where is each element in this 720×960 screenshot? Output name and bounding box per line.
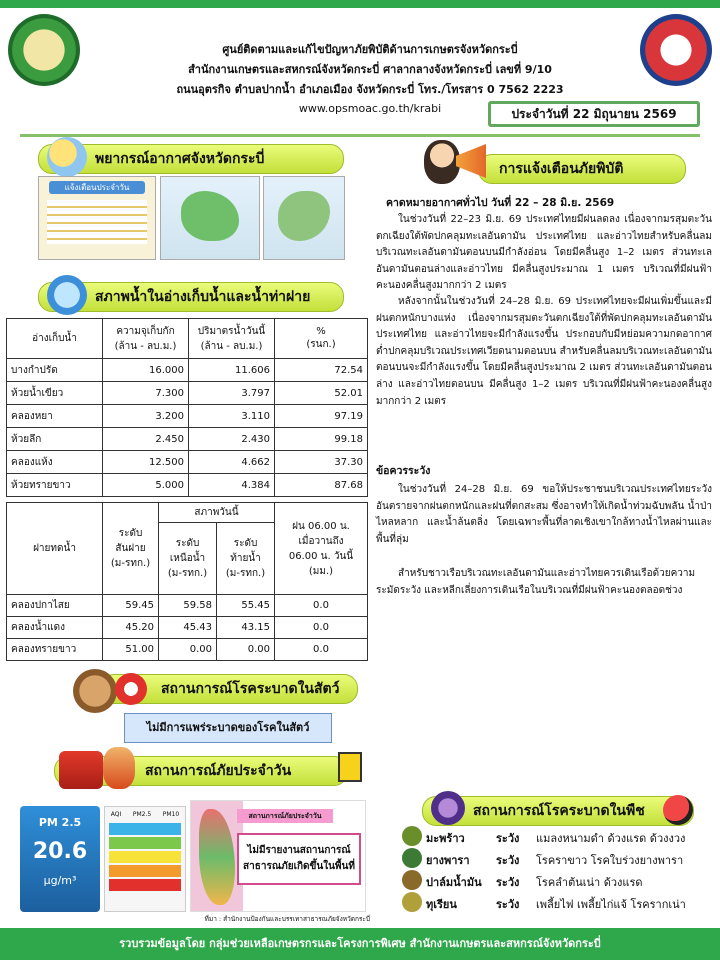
reservoir-table [6, 318, 368, 497]
aqi-header-pm10: PM10 [162, 810, 180, 818]
reservoir-value: 52.01 [275, 382, 368, 405]
reservoir-value: 2.450 [103, 428, 189, 451]
reservoir-value: 3.797 [189, 382, 275, 405]
plant-watch-label: ระวัง [496, 876, 520, 889]
weir-value: 59.45 [103, 595, 159, 617]
aqi-level-2 [109, 837, 181, 849]
org-address-1: สำนักงานเกษตรและสหกรณ์จังหวัดกระบี่ ศาลากลางจังหวัดกระบี่ เลขที่ 9/10 [188, 63, 552, 76]
aqi-header-aqi: AQI [110, 810, 122, 818]
footer: รวบรวมข้อมูลโดย กลุ่มช่วยเหลือเกษตรกรและโครงการพิเศษ สำนักงานเกษตรและสหกรณ์จังหวัดกระบี่ [0, 928, 720, 960]
list-item [400, 870, 700, 890]
map-message-1: ไม่มีรายงานสถานการณ์ [247, 845, 351, 856]
reservoir-value: 4.384 [189, 474, 275, 497]
table-row [7, 595, 368, 617]
cloud-sun-icon [47, 137, 87, 177]
weir-table [6, 502, 368, 661]
aqi-header-pm25: PM2.5 [132, 810, 152, 818]
caution-title: ข้อควรระวัง [376, 465, 431, 477]
plant-banner [422, 796, 694, 826]
reservoir-name: ห้วยทรายขาว [7, 474, 103, 497]
col-crest: ระดับ สันฝาย (ม-รทก.) [103, 503, 159, 595]
aqi-level-5 [109, 879, 181, 891]
plant-icon [402, 870, 422, 890]
reservoir-value: 5.000 [103, 474, 189, 497]
plant-name: มะพร้าว [426, 832, 465, 845]
reservoir-value: 12.500 [103, 451, 189, 474]
megaphone-icon [456, 144, 486, 178]
forecast-title: คาดหมายอากาศทั่วไป วันที่ 22 – 28 มิ.ย. 2569 [386, 197, 615, 209]
daily-alert-thumbnail[interactable] [38, 176, 156, 260]
reservoir-value: 2.430 [189, 428, 275, 451]
plant-name: ปาล์มน้ำมัน [426, 876, 482, 889]
list-item [400, 892, 700, 912]
reservoir-name: คลองแห้ง [7, 451, 103, 474]
reservoir-value: 99.18 [275, 428, 368, 451]
caution-paragraph-1: ในช่วงวันที่ 24–28 มิ.ย. 69 ขอให้ประชาชนบริเวณประเทศไทยระวังอันตรายจากฝนตกหนักและฝนที่ตกสะสม ซึ่งอาจทำให้เกิดน้ำท่วมฉับพลัน น้ำป่าไหลหลาก และน้ำล้นตลิ่ง โดยเฉพาะพื้นที่ลาดเชิงเขาใกล้ทางน้ำไหลผ่านและพื้นที่ลุ่ม [376, 484, 712, 545]
forecast-map-thumbnail-1[interactable] [160, 176, 260, 260]
col-percent: % (รนก.) [275, 319, 368, 359]
map-message-2: สาธารณภัยเกิดขึ้นในพื้นที่ [243, 861, 355, 872]
weir-name: คลองน้ำแดง [7, 617, 103, 639]
report-date: ประจำวันที่ 22 มิถุนายน 2569 [488, 101, 700, 127]
reservoir-name: บางกำปรัด [7, 359, 103, 382]
weir-value: 0.0 [275, 617, 368, 639]
reservoir-name: ห้วยน้ำเขียว [7, 382, 103, 405]
weir-value: 0.00 [217, 639, 275, 661]
thumbnail-title: แจ้งเตือนประจำวัน [49, 181, 145, 194]
pm25-box [20, 806, 100, 912]
dpm-logo [338, 752, 362, 782]
cow-icon [73, 669, 117, 713]
plant-name: ยางพารา [426, 854, 470, 867]
reservoir-name: ห้วยลึก [7, 428, 103, 451]
alert-banner [478, 154, 686, 184]
reservoir-banner [38, 282, 344, 312]
plant-name: ทุเรียน [426, 898, 457, 911]
caution-paragraph-2: สำหรับชาวเรือบริเวณทะเลอันดามันและอ่าวไทยควรเดินเรือด้วยความระมัดระวัง และหลีกเลี่ยงการเดินเรือในบริเวณที่มีฝนฟ้าคะนองตลอดช่วง [376, 568, 696, 596]
plant-watch-label: ระวัง [496, 854, 520, 867]
aqi-table [104, 806, 186, 912]
water-gate-icon [47, 275, 87, 315]
weir-value: 45.20 [103, 617, 159, 639]
pm25-unit: μg/m³ [43, 874, 77, 887]
reservoir-value: 72.54 [275, 359, 368, 382]
megaphone-icon [115, 673, 147, 705]
pm25-value: 20.6 [32, 839, 88, 864]
reservoir-value: 11.606 [189, 359, 275, 382]
forecast-paragraph-1: ในช่วงวันที่ 22–23 มิ.ย. 69 ประเทศไทยมีฝนลดลง เนื่องจากมรสุมตะวันตกเฉียงใต้พัดปกคลุมทะเลอันดามัน ประเทศไทย และอ่าวไทยสำหรับคลื่นลมบริเวณทะเลอันดามันตอนบนมีกำลังอ่อน โดยมีคลื่นสูง 1–2 เมตร ส่วนทะเลอันดามันตอนล่างและอ่าวไทย มีคลื่นสูงประมาณ 1 เมตร บริเวณที่มีฝนฟ้าคะนองคลื่นสูงมากกว่า 2 เมตร [376, 214, 712, 292]
plant-banner-title: สถานการณ์โรคระบาดในพืช [473, 803, 645, 819]
daily-banner-title: สถานการณ์ภัยประจำวัน [145, 763, 292, 779]
table-row [7, 428, 368, 451]
weir-value: 59.58 [159, 595, 217, 617]
firefighter-icon [103, 747, 135, 789]
org-name: ศูนย์ติดตามและแก้ไขปัญหาภัยพิบัติด้านการเกษตรจังหวัดกระบี่ [222, 43, 518, 56]
weir-value: 0.00 [159, 639, 217, 661]
animal-status-box: ไม่มีการแพร่ระบาดของโรคในสัตว์ [124, 713, 332, 743]
plant-icon [402, 892, 422, 912]
animal-banner [100, 674, 358, 704]
weir-name: คลองปกาไสย [7, 595, 103, 617]
table-row [7, 617, 368, 639]
table-row [7, 639, 368, 661]
col-reservoir: อ่างเก็บน้ำ [7, 319, 103, 359]
map-title: สถานการณ์ภัยประจำวัน [237, 809, 333, 823]
map-source: ที่มา : สำนักงานป้องกันและบรรเทาสาธารณภัยจังหวัดกระบี่ [204, 915, 370, 923]
col-upstream: ระดับ เหนือน้ำ (ม-รทก.) [159, 523, 217, 595]
plant-disease-detail: โรคลำต้นเน่า ด้วงแรด [536, 876, 643, 889]
weir-value: 45.43 [159, 617, 217, 639]
col-today: สภาพวันนี้ [159, 503, 275, 523]
forecast-map-thumbnail-2[interactable] [263, 176, 345, 260]
reservoir-value: 3.200 [103, 405, 189, 428]
weir-value: 51.00 [103, 639, 159, 661]
fire-truck-icon [59, 751, 103, 789]
weather-banner [38, 144, 344, 174]
map-message-box [237, 833, 361, 885]
weir-name: คลองทรายขาว [7, 639, 103, 661]
plant-watch-label: ระวัง [496, 832, 520, 845]
reservoir-value: 16.000 [103, 359, 189, 382]
reservoir-value: 3.110 [189, 405, 275, 428]
aqi-level-3 [109, 851, 181, 863]
thumbnail-text-lines [47, 200, 147, 244]
reservoir-banner-title: สภาพน้ำในอ่างเก็บน้ำและน้ำท่าฝาย [95, 289, 311, 305]
animal-banner-title: สถานการณ์โรคระบาดในสัตว์ [161, 681, 340, 697]
weir-value: 55.45 [217, 595, 275, 617]
weir-value: 0.0 [275, 595, 368, 617]
ladybug-icon [663, 795, 693, 825]
col-volume: ปริมาตรน้ำวันนี้ (ล้าน - ลบ.ม.) [189, 319, 275, 359]
list-item [400, 826, 700, 846]
table-row [7, 451, 368, 474]
province-map-shape [278, 191, 330, 241]
col-capacity: ความจุเก็บกัก (ล้าน - ลบ.ม.) [103, 319, 189, 359]
reservoir-name: คลองหยา [7, 405, 103, 428]
province-map-shape [181, 191, 239, 241]
plant-disease-detail: โรคราขาว โรคใบร่วงยางพารา [536, 854, 684, 867]
org-address-2: ถนนอุตรกิจ ตำบลปากน้ำ อำเภอเมือง จังหวัดกระบี่ โทร./โทรสาร 0 7562 2223 [176, 83, 564, 96]
table-row [7, 474, 368, 497]
province-logo [640, 14, 712, 86]
website-link[interactable]: www.opsmoac.go.th/krabi [298, 102, 442, 115]
weir-value: 43.15 [217, 617, 275, 639]
forecast-paragraph-2: หลังจากนั้นในช่วงวันที่ 24–28 มิ.ย. 69 ประเทศไทยจะมีฝนเพิ่มขึ้นและมีฝนตกหนักบางแห่ง เนื่องจากมรสุมตะวันตกเฉียงใต้ที่พัดปกคลุมทะเลอันดามัน ประเทศไทย และอ่าวไทยจะมีกำลังแรงขึ้น ประกอบกับมีหย่อมความกดอากาศต่ำปกคลุมบริเวณประเทศเวียดนามตอนบน สำหรับคลื่นลมบริเวณทะเลอันดามันตอนบนจะมีกำลังแรงขึ้น โดยมีคลื่นสูงประมาณ 2 เมตร ส่วนทะเลอันดามันตอนล่าง และอ่าวไทยตอนบน มีคลื่นสูง 1–2 เมตร บริเวณที่มีฝนฟ้าคะนองคลื่นสูงมากกว่า 2 เมตร [376, 296, 712, 407]
disaster-map[interactable] [190, 800, 366, 912]
reservoir-value: 7.300 [103, 382, 189, 405]
reservoir-value: 97.19 [275, 405, 368, 428]
col-rain: ฝน 06.00 น. เมื่อวานถึง 06.00 น. วันนี้ (มม.) [275, 503, 368, 595]
plant-disease-detail: แมลงหนามดำ ด้วงแรด ด้วงงวง [536, 832, 686, 845]
plant-disease-detail: เพลี้ยไฟ เพลี้ยไก่แจ้ โรครากเน่า [536, 898, 686, 911]
plant-icon [402, 848, 422, 868]
alert-banner-title: การแจ้งเตือนภัยพิบัติ [499, 161, 624, 177]
table-row [7, 405, 368, 428]
col-weir: ฝายทดน้ำ [7, 503, 103, 595]
reservoir-value: 37.30 [275, 451, 368, 474]
insect-icon [431, 791, 465, 825]
table-row [7, 382, 368, 405]
col-downstream: ระดับ ท้ายน้ำ (ม-รทก.) [217, 523, 275, 595]
plant-icon [402, 826, 422, 846]
ministry-logo [8, 14, 80, 86]
weir-value: 0.0 [275, 639, 368, 661]
reservoir-value: 4.662 [189, 451, 275, 474]
person-icon [424, 140, 460, 184]
daily-banner [54, 756, 348, 786]
header-divider [20, 134, 700, 137]
thailand-map-shape [199, 809, 235, 905]
plant-watch-label: ระวัง [496, 898, 520, 911]
table-row [7, 359, 368, 382]
reservoir-value: 87.68 [275, 474, 368, 497]
aqi-level-4 [109, 865, 181, 877]
weather-banner-title: พยากรณ์อากาศจังหวัดกระบี่ [95, 151, 265, 167]
list-item [400, 848, 700, 868]
aqi-level-1 [109, 823, 181, 835]
pm25-label: PM 2.5 [38, 816, 82, 829]
top-bar [0, 0, 720, 8]
